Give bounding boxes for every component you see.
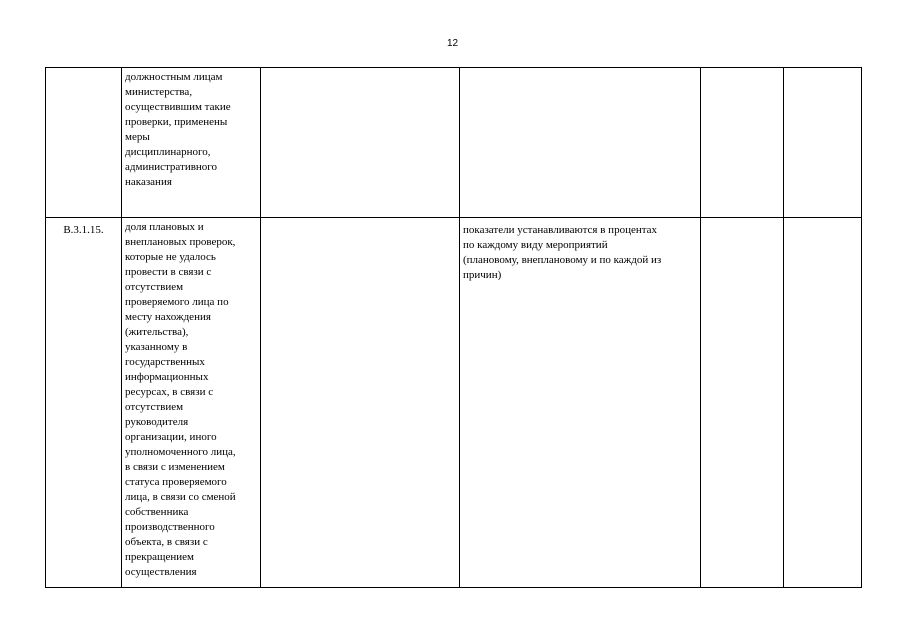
empty-cell: [261, 218, 460, 588]
indicators-table: [45, 67, 862, 588]
table-row: [46, 218, 862, 588]
empty-cell: [701, 218, 784, 588]
row-number-cell: [46, 218, 122, 588]
indicator-text: доля плановых и внеплановых проверок, которые не удалось провести в связи с отсутствием проверяемого лица по месту нахождения (жительства), указанному в государственных информационных ресурсах, в связи с отсутствием руководителя организации, иного уполномоченного лица, в связи с изменением статуса проверяемого лица, в связи со сменой собственника производственного объекта, в связи с прекращением осуществления: [125, 221, 236, 578]
empty-cell: [784, 218, 862, 588]
row-number: В.3.1.15.: [63, 224, 104, 236]
comment-text: показатели устанавливаются в процентах по каждому виду мероприятий (плановому, внеплановому и по каждой из причин): [463, 224, 662, 281]
indicator-text: должностным лицам министерства, осуществившим такие проверки, применены меры дисциплинарного, административного наказания: [125, 71, 231, 188]
empty-cell: [784, 68, 862, 218]
indicator-cell: [122, 218, 261, 588]
empty-cell: [701, 68, 784, 218]
row-number-cell: [46, 68, 122, 218]
indicator-cell: [122, 68, 261, 218]
table-row: [46, 68, 862, 218]
empty-cell: [261, 68, 460, 218]
comment-cell: [460, 218, 701, 588]
page-number: 12: [446, 38, 459, 49]
comment-cell: [460, 68, 701, 218]
